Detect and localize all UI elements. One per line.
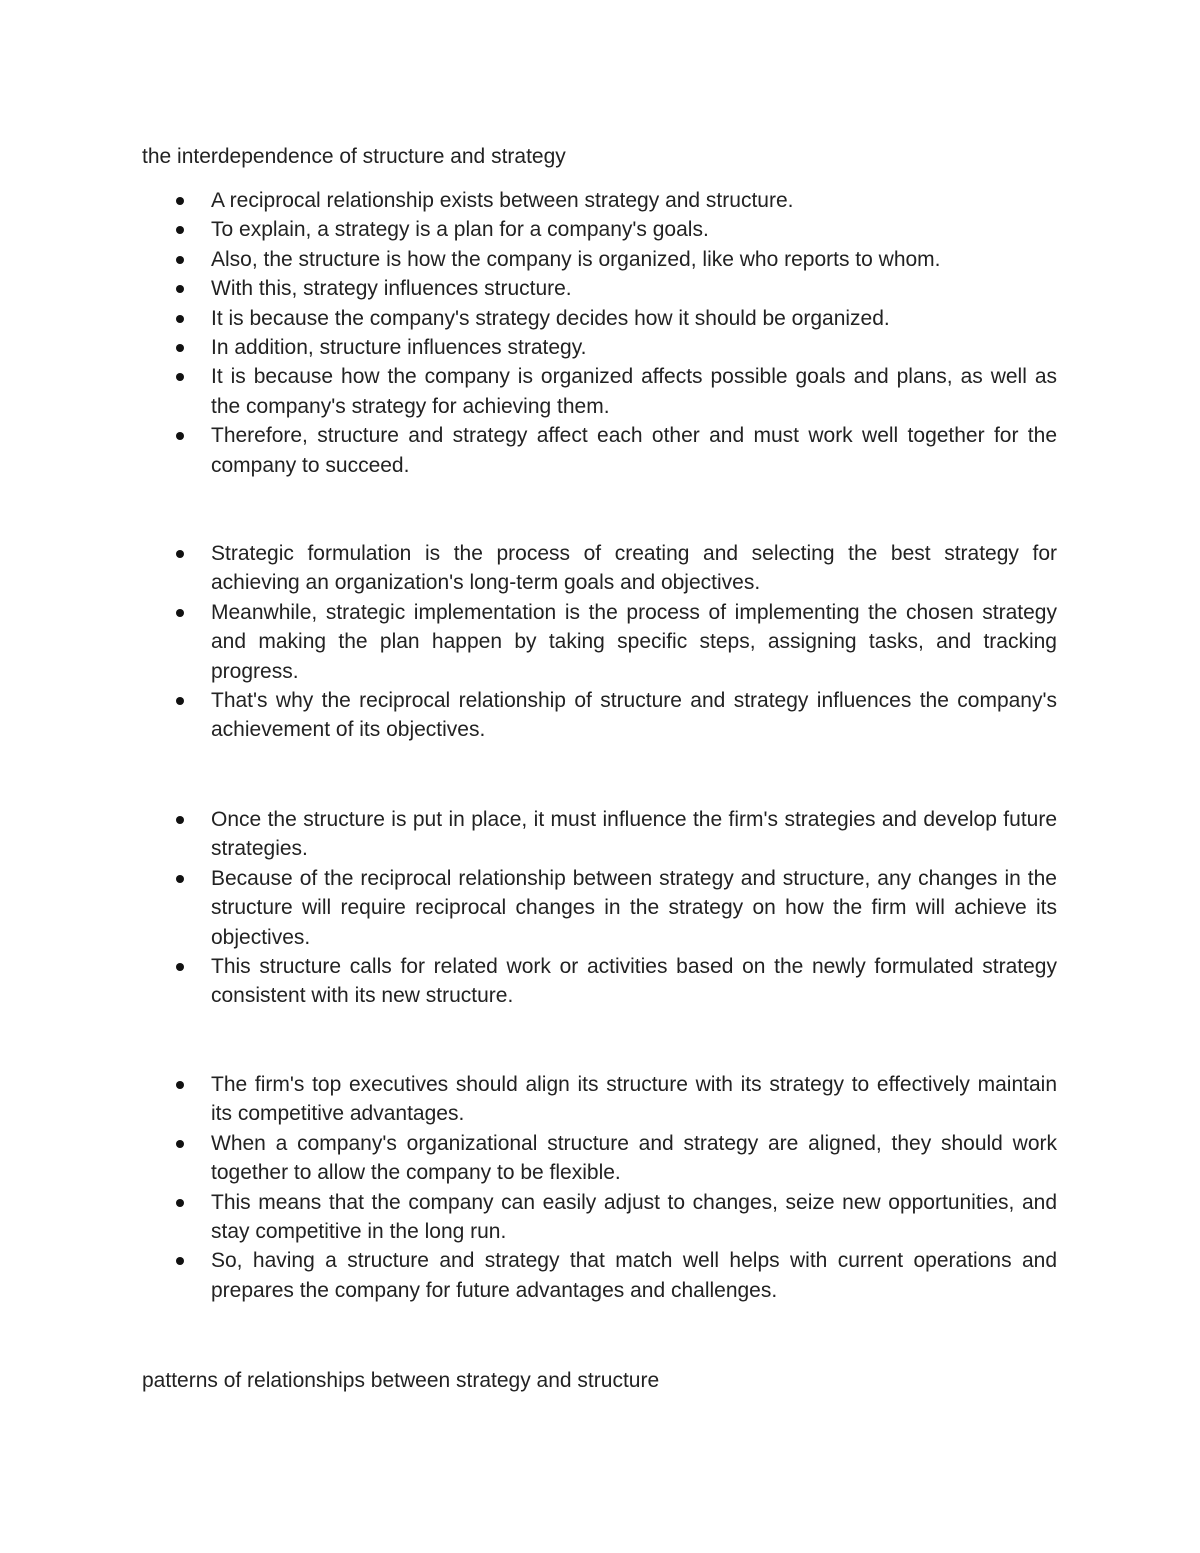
list-item-text: To explain, a strategy is a plan for a company's goals.	[211, 218, 709, 242]
bullet-list-alignment	[0, 1070, 1200, 1305]
list-item-text: It is because the company's strategy decides how it should be organized.	[211, 306, 890, 330]
bullet-icon	[176, 197, 184, 205]
list-item	[0, 245, 1057, 274]
bullet-list-interdependence	[0, 186, 1200, 480]
list-item	[0, 1246, 1057, 1305]
list-item-text: Also, the structure is how the company is organized, like who reports to whom.	[211, 247, 941, 271]
list-item-text: In addition, structure influences strategy.	[211, 336, 587, 360]
list-item	[0, 952, 1057, 1011]
list-item-text: That's why the reciprocal relationship of structure and strategy influences the company's achievement of its objectives.	[211, 689, 1057, 742]
bullet-icon	[176, 550, 184, 558]
bullet-icon	[176, 963, 184, 971]
list-item	[0, 686, 1057, 745]
list-item	[0, 598, 1057, 686]
bullet-icon	[176, 1140, 184, 1148]
section-heading-interdependence: the interdependence of structure and strategy	[142, 145, 566, 168]
bullet-icon	[176, 1081, 184, 1089]
list-item	[0, 1188, 1057, 1247]
list-item	[0, 333, 1057, 362]
bullet-icon	[176, 373, 184, 381]
list-item	[0, 805, 1057, 864]
list-item-text: The firm's top executives should align its structure with its strategy to effectively maintain its competitive advantages.	[211, 1073, 1057, 1126]
section-heading-patterns: patterns of relationships between strategy and structure	[142, 1369, 660, 1392]
list-item-text: A reciprocal relationship exists between strategy and structure.	[211, 189, 794, 212]
bullet-icon	[176, 256, 184, 264]
list-item	[0, 186, 1057, 215]
bullet-list-formulation	[0, 539, 1200, 745]
list-item	[0, 864, 1057, 952]
bullet-icon	[176, 1257, 184, 1265]
bullet-icon	[176, 344, 184, 352]
bullet-icon	[176, 315, 184, 323]
bullet-icon	[176, 226, 184, 234]
list-item-text: Strategic formulation is the process of creating and selecting the best strategy for achieving an organization's long-term goals and objectives.	[211, 542, 1057, 595]
list-item-text: Meanwhile, strategic implementation is the process of implementing the chosen strategy and making the plan happen by taking specific steps, assigning tasks, and tracking progress.	[211, 600, 1057, 683]
bullet-list-structure-influence	[0, 805, 1200, 1011]
list-item	[0, 274, 1057, 303]
bullet-icon	[176, 285, 184, 293]
list-item-text: This structure calls for related work or activities based on the newly formulated strategy consistent with its new structure.	[211, 955, 1057, 1008]
list-item	[0, 1129, 1057, 1188]
bullet-icon	[176, 697, 184, 705]
list-item-text: Because of the reciprocal relationship between strategy and structure, any changes in the structure will require reciprocal changes in the strategy on how the firm will achieve its objectives.	[211, 866, 1057, 949]
bullet-icon	[176, 875, 184, 883]
list-item	[0, 1070, 1057, 1129]
list-item-text: Once the structure is put in place, it must influence the firm's strategies and develop future strategies.	[211, 808, 1057, 861]
list-item	[0, 421, 1057, 480]
bullet-icon	[176, 432, 184, 440]
list-item-text: So, having a structure and strategy that match well helps with current operations and prepares the company for future advantages and challenges.	[211, 1249, 1057, 1302]
list-item	[0, 215, 1057, 244]
list-item-text: Therefore, structure and strategy affect each other and must work well together for the company to succeed.	[211, 424, 1057, 477]
list-item-text: When a company's organizational structure and strategy are aligned, they should work together to allow the company to be flexible.	[211, 1131, 1057, 1185]
bullet-icon	[176, 816, 184, 824]
list-item-text: With this, strategy influences structure.	[211, 277, 572, 301]
bullet-icon	[176, 609, 184, 617]
list-item	[0, 539, 1057, 598]
list-item	[0, 362, 1057, 421]
bullet-icon	[176, 1199, 184, 1207]
list-item	[0, 304, 1057, 333]
list-item-text: This means that the company can easily adjust to changes, seize new opportunities, and stay competitive in the long run.	[211, 1190, 1057, 1244]
list-item-text: It is because how the company is organized affects possible goals and plans, as well as the company's strategy for achieving them.	[211, 365, 1057, 418]
